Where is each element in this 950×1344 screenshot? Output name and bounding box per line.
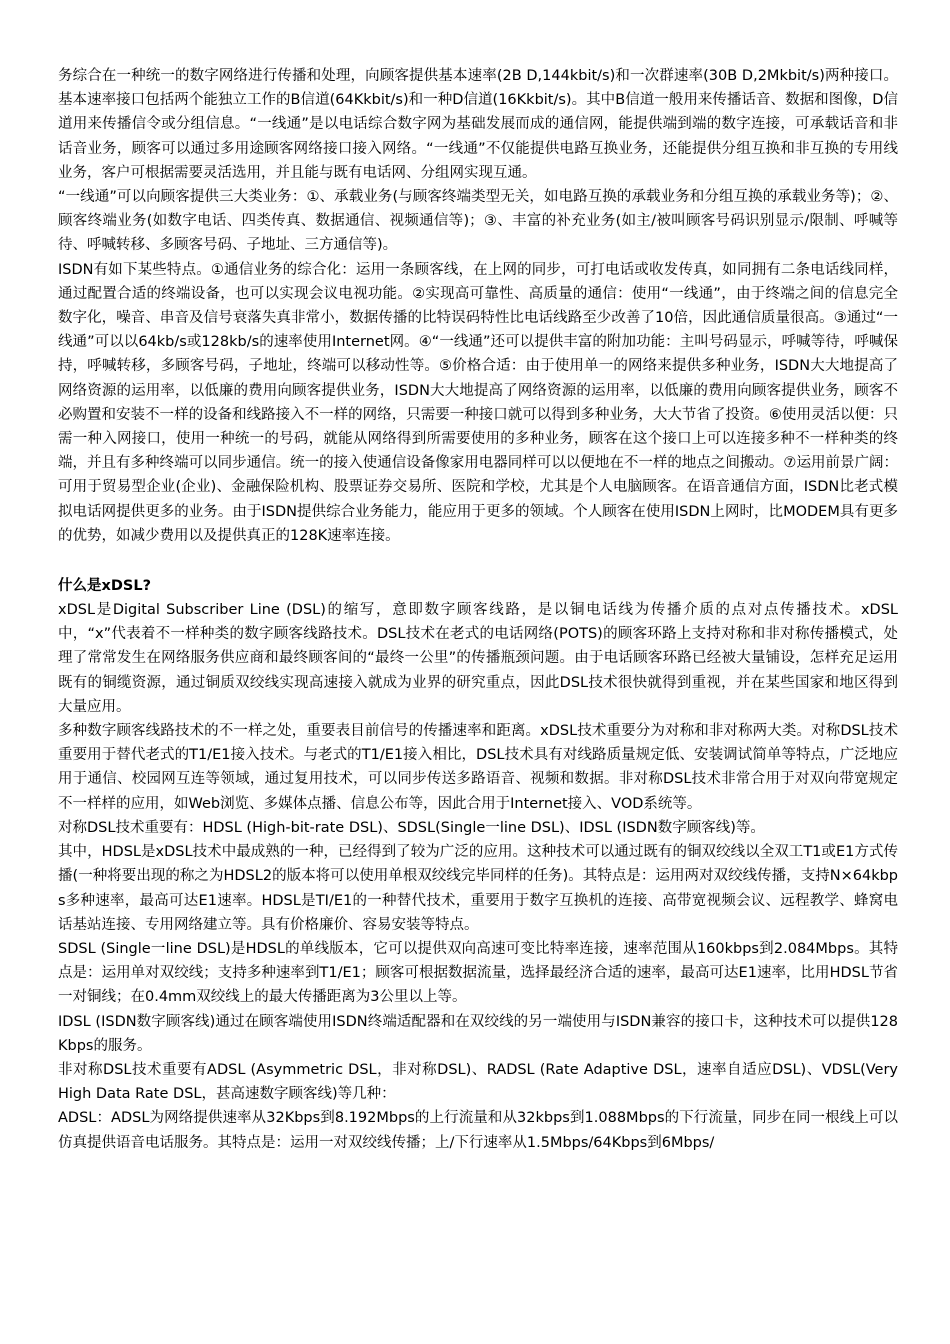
section-heading-xdsl: 什么是xDSL?: [58, 578, 151, 595]
paragraph-hdsl: 其中，HDSL是xDSL技术中最成熟的一种，已经得到了较为广泛的应用。这种技术可以通过既有的铜双绞线以全双工T1或E1方式传播(一种将要出现的称之为HDSL2的版本将可以使用单根双绞线完毕同样的任务)。其特点是：运用两对双绞线传播，支持N×64kbps多种速率，最高可达E1速率。HDSL是TI/E1的一种替代技术，重要用于数字互换机的连接、高带宽视频会议、远程教学、蜂窝电话基站连接、专用网络建立等。具有价格廉价、容易安装等特点。: [58, 844, 898, 933]
paragraph-adsl: ADSL：ADSL为网络提供速率从32Kbps到8.192Mbps的上行流量和从32kbps到1.088Mbps的下行流量，同步在同一根线上可以仿真提供语音电话服务。其特点是：运用一对双绞线传播；上/下行速率从1.5Mbps/64Kbps到6Mbps/: [58, 1110, 898, 1151]
paragraph-isdn-intro: 务综合在一种统一的数字网络进行传播和处理，向顾客提供基本速率(2B D,144kbit/s)和一次群速率(30B D,2Mkbit/s)两种接口。基本速率接口包括两个能独立工作的B信道(64Kkbit/s)和一种D信道(16Kkbit/s)。其中B信道一般用来传播话音、数据和图像，D信道用来传播信令或分组信息。“一线通”是以电话综合数字网为基础发展而成的通信网，能提供端到端的数字连接，可承载话音和非话音业务，顾客可以通过多用途顾客网络接口接入网络。“一线通”不仅能提供电路互换业务，还能提供分组互换和非互换的专用线业务，客户可根据需要灵活选用，并且能与既有电话网、分组网实现互通。: [58, 68, 898, 181]
paragraph-isdn-features: ISDN有如下某些特点。①通信业务的综合化：运用一条顾客线，在上网的同步，可打电话或收发传真，如同拥有二条电话线同样，通过配置合适的终端设备，也可以实现会议电视功能。②实现高可靠性、高质量的通信：使用“一线通”，由于终端之间的信息完全数字化，噪音、串音及信号衰落失真非常小，数据传播的比特误码特性比电话线路至少改善了10倍，因此通信质量很高。③通过“一线通”可以以64kb/s或128kb/s的速率使用Internet网。④“一线通”还可以提供丰富的附加功能：主叫号码显示，呼喊等待，呼喊保持，呼喊转移，多顾客号码，子地址，终端可以移动性等。⑤价格合适：由于使用单一的网络来提供多种业务，ISDN大大地提高了网络资源的运用率，以低廉的费用向顾客提供业务，ISDN大大地提高了网络资源的运用率，以低廉的费用向顾客提供业务，顾客不必购置和安装不一样的设备和线路接入不一样的网络，只需要一种接口就可以得到多种业务，大大节省了投资。⑥使用灵活以便：只需一种入网接口，使用一种统一的号码，就能从网络得到所需要使用的多种业务，顾客在这个接口上可以连接多种不一样种类的终端，并且有多种终端可以同步通信。统一的接入使通信设备像家用电器同样可以以便地在不一样的地点之间搬动。⑦运用前景广阔：可用于贸易型企业(企业)、金融保险机构、股票证券交易所、医院和学校，尤其是个人电脑顾客。在语音通信方面，ISDN比老式模拟电话网提供更多的业务。由于ISDN提供综合业务能力，能应用于更多的领域。个人顾客在使用ISDN上网时，比MODEM具有更多的优势，如减少费用以及提供真正的128K速率连接。: [58, 261, 898, 544]
paragraph-xdsl-types: 多种数字顾客线路技术的不一样之处，重要表目前信号的传播速率和距离。xDSL技术重要分为对称和非对称两大类。对称DSL技术重要用于替代老式的T1/E1接入技术。与老式的T1/E1接入相比，DSL技术具有对线路质量规定低、安装调试简单等特点，广泛地应用于通信、校园网互连等领域，通过复用技术，可以同步传送多路语音、视频和数据。非对称DSL技术非常合用于对双向带宽规定不一样样的应用，如Web浏览、多媒体点播、信息公布等，因此合用于Internet接入、VOD系统等。: [58, 723, 898, 812]
paragraph-symmetric-dsl: 对称DSL技术重要有：HDSL (High-bit-rate DSL)、SDSL(Single一line DSL)、IDSL (ISDN数字顾客线)等。: [58, 819, 765, 836]
paragraph-asymmetric-dsl: 非对称DSL技术重要有ADSL (Asymmetric DSL，非对称DSL)、RADSL (Rate Adaptive DSL，速率自适应DSL)、VDSL(Very High Data Rate DSL，甚高速数字顾客线)等几种：: [58, 1061, 898, 1103]
paragraph-services: “一线通”可以向顾客提供三大类业务：①、承载业务(与顾客终端类型无关，如电路互换的承载业务和分组互换的承载业务等)；②、顾客终端业务(如数字电话、四类传真、数据通信、视频通信等)；③、丰富的补充业务(如主/被叫顾客号码识别显示/限制、呼喊等待、呼喊转移、多顾客号码、子地址、三方通信等)。: [58, 189, 898, 254]
document-page: [58, 64, 898, 1155]
section-gap: [58, 548, 898, 574]
paragraph-sdsl: SDSL (Single一line DSL)是HDSL的单线版本，它可以提供双向高速可变比特率连接，速率范围从160kbps到2.084Mbps。其特点是：运用单对双绞线；支持多种速率到T1/E1；顾客可根据数据流量，选择最经济合适的速率，最高可达E1速率，比用HDSL节省一对铜线；在0.4mm双绞线上的最大传播距离为3公里以上等。: [58, 940, 898, 1006]
paragraph-idsl: IDSL (ISDN数字顾客线)通过在顾客端使用ISDN终端适配器和在双绞线的另一端使用与ISDN兼容的接口卡，这种技术可以提供128Kbps的服务。: [58, 1013, 898, 1054]
paragraph-xdsl-definition: xDSL是Digital Subscriber Line (DSL)的缩写，意即数字顾客线路，是以铜电话线为传播介质的点对点传播技术。xDSL中，“x”代表着不一样种类的数字顾客线路技术。DSL技术在老式的电话网络(POTS)的顾客环路上支持对称和非对称传播模式，处理了常常发生在网络服务供应商和最终顾客间的“最终一公里”的传播瓶颈问题。由于电话顾客环路已经被大量铺设，怎样充足运用既有的铜缆资源，通过铜质双绞线实现高速接入就成为业界的研究重点，因此DSL技术很快就得到重视，并在某些国家和地区得到大量应用。: [58, 602, 898, 715]
